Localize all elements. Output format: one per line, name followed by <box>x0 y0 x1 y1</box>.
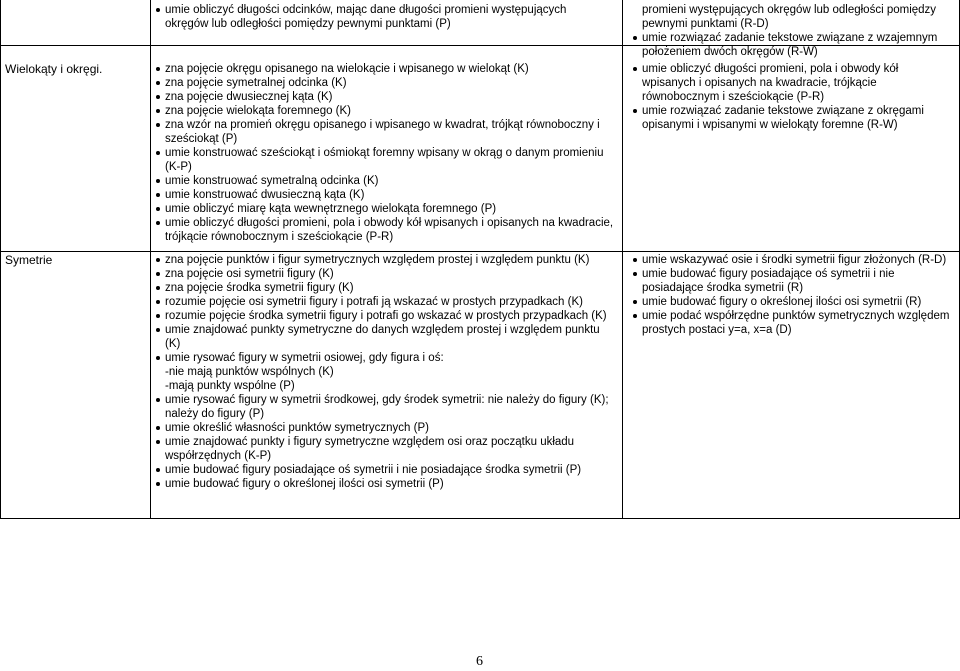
list-item: zna wzór na promień okręgu opisanego i wpisanego w kwadrat, trójkąt równoboczny i sześciokąt (P) <box>154 118 614 146</box>
skill-list <box>154 3 609 31</box>
column-divider-1 <box>150 0 151 518</box>
row-0-skills <box>154 3 609 31</box>
row-1-skills <box>154 62 614 244</box>
list-item: -nie mają punktów wspólnych (K) <box>165 366 334 378</box>
row-2-extended-skills <box>631 253 953 337</box>
list-item: zna pojęcie osi symetrii figury (K) <box>154 267 614 281</box>
list-item: umie znajdować punkty i figury symetryczne względem osi oraz początku układu współrzędnych (K-P) <box>154 435 614 463</box>
list-item: umie podać współrzędne punktów symetrycznych względem prostych postaci y=a, x=a (D) <box>631 309 953 337</box>
topic-label: Symetrie <box>5 253 53 267</box>
list-item: umie konstruować dwusieczną kąta (K) <box>154 188 614 202</box>
list-item: umie obliczyć długości promieni, pola i obwody kół wpisanych i opisanych na kwadracie, trójkącie równobocznym i sześciokącie (P-R) <box>631 62 953 104</box>
list-item: umie znajdować punkty symetryczne do danych względem prostej i względem punktu (K) <box>154 323 614 351</box>
topic-label: Wielokąty i okręgi. <box>5 62 103 76</box>
list-item: umie konstruować symetralną odcinka (K) <box>154 174 614 188</box>
list-item: umie obliczyć miarę kąta wewnętrznego wielokąta foremnego (P) <box>154 202 614 216</box>
list-item: umie obliczyć długości promieni, pola i obwody kół wpisanych i opisanych na kwadracie, trójkącie równobocznym i sześciokącie (P-R) <box>154 216 614 244</box>
list-item: umie budować figury o określonej ilości osi symetrii (R) <box>631 295 953 309</box>
list-item: zna pojęcie środka symetrii figury (K) <box>154 281 614 295</box>
list-item: umie konstruować sześciokąt i ośmiokąt foremny wpisany w okrąg o danym promieniu (K-P) <box>154 146 614 174</box>
row-0-extended-skills <box>642 3 954 59</box>
list-item: zna pojęcie wielokąta foremnego (K) <box>154 104 614 118</box>
list-item: zna pojęcie okręgu opisanego na wielokącie i wpisanego w wielokąt (K) <box>154 62 614 76</box>
table-border-bottom <box>0 518 960 519</box>
list-item: umie wskazywać osie i środki symetrii figur złożonych (R-D) <box>631 253 953 267</box>
skill-list <box>642 3 954 59</box>
list-item: umie rysować figury w symetrii środkowej, gdy środek symetrii: nie należy do figury (K); należy do figury (P) <box>154 393 614 421</box>
list-item: umie budować figury posiadające oś symetrii i nie posiadające środka symetrii (R) <box>631 267 953 295</box>
list-item: rozumie pojęcie osi symetrii figury i potrafi ją wskazać w prostych przypadkach (K) <box>154 295 614 309</box>
skill-list <box>631 253 953 337</box>
page-number: 6 <box>476 654 483 669</box>
table-border-left <box>0 0 1 518</box>
list-item: promieni występujących okręgów lub odległości pomiędzy pewnymi punktami (R-D) <box>642 4 937 30</box>
list-item: umie budować figury o określonej ilości osi symetrii (P) <box>154 477 614 491</box>
list-item: zna pojęcie symetralnej odcinka (K) <box>154 76 614 90</box>
row-2-skills <box>154 253 614 491</box>
list-item: umie obliczyć długości odcinków, mając dane długości promieni występujących okręgów lub odległości pomiędzy pewnymi punktami (P) <box>154 3 609 31</box>
row-1-extended-skills <box>631 62 953 132</box>
list-item: rozumie pojęcie środka symetrii figury i potrafi go wskazać w prostych przypadkach (K) <box>154 309 614 323</box>
list-item: zna pojęcie dwusiecznej kąta (K) <box>154 90 614 104</box>
list-item: umie określić własności punktów symetrycznych (P) <box>154 421 614 435</box>
skill-list <box>631 62 953 132</box>
skill-list <box>154 253 614 491</box>
skill-list <box>154 62 614 244</box>
column-divider-2 <box>622 0 623 518</box>
list-item: umie rozwiązać zadanie tekstowe związane z wzajemnym położeniem dwóch okręgów (R-W) <box>631 31 954 59</box>
list-item: zna pojęcie punktów i figur symetrycznych względem prostej i względem punktu (K) <box>154 253 614 267</box>
list-item: umie rozwiązać zadanie tekstowe związane z okręgami opisanymi i wpisanymi w wielokąty foremne (R-W) <box>631 104 953 132</box>
list-item: -mają punkty wspólne (P) <box>165 380 295 392</box>
list-item: umie budować figury posiadające oś symetrii i nie posiadające środka symetrii (P) <box>154 463 614 477</box>
list-item: umie rysować figury w symetrii osiowej, gdy figura i oś: <box>154 351 614 365</box>
row-divider-2 <box>0 251 960 252</box>
